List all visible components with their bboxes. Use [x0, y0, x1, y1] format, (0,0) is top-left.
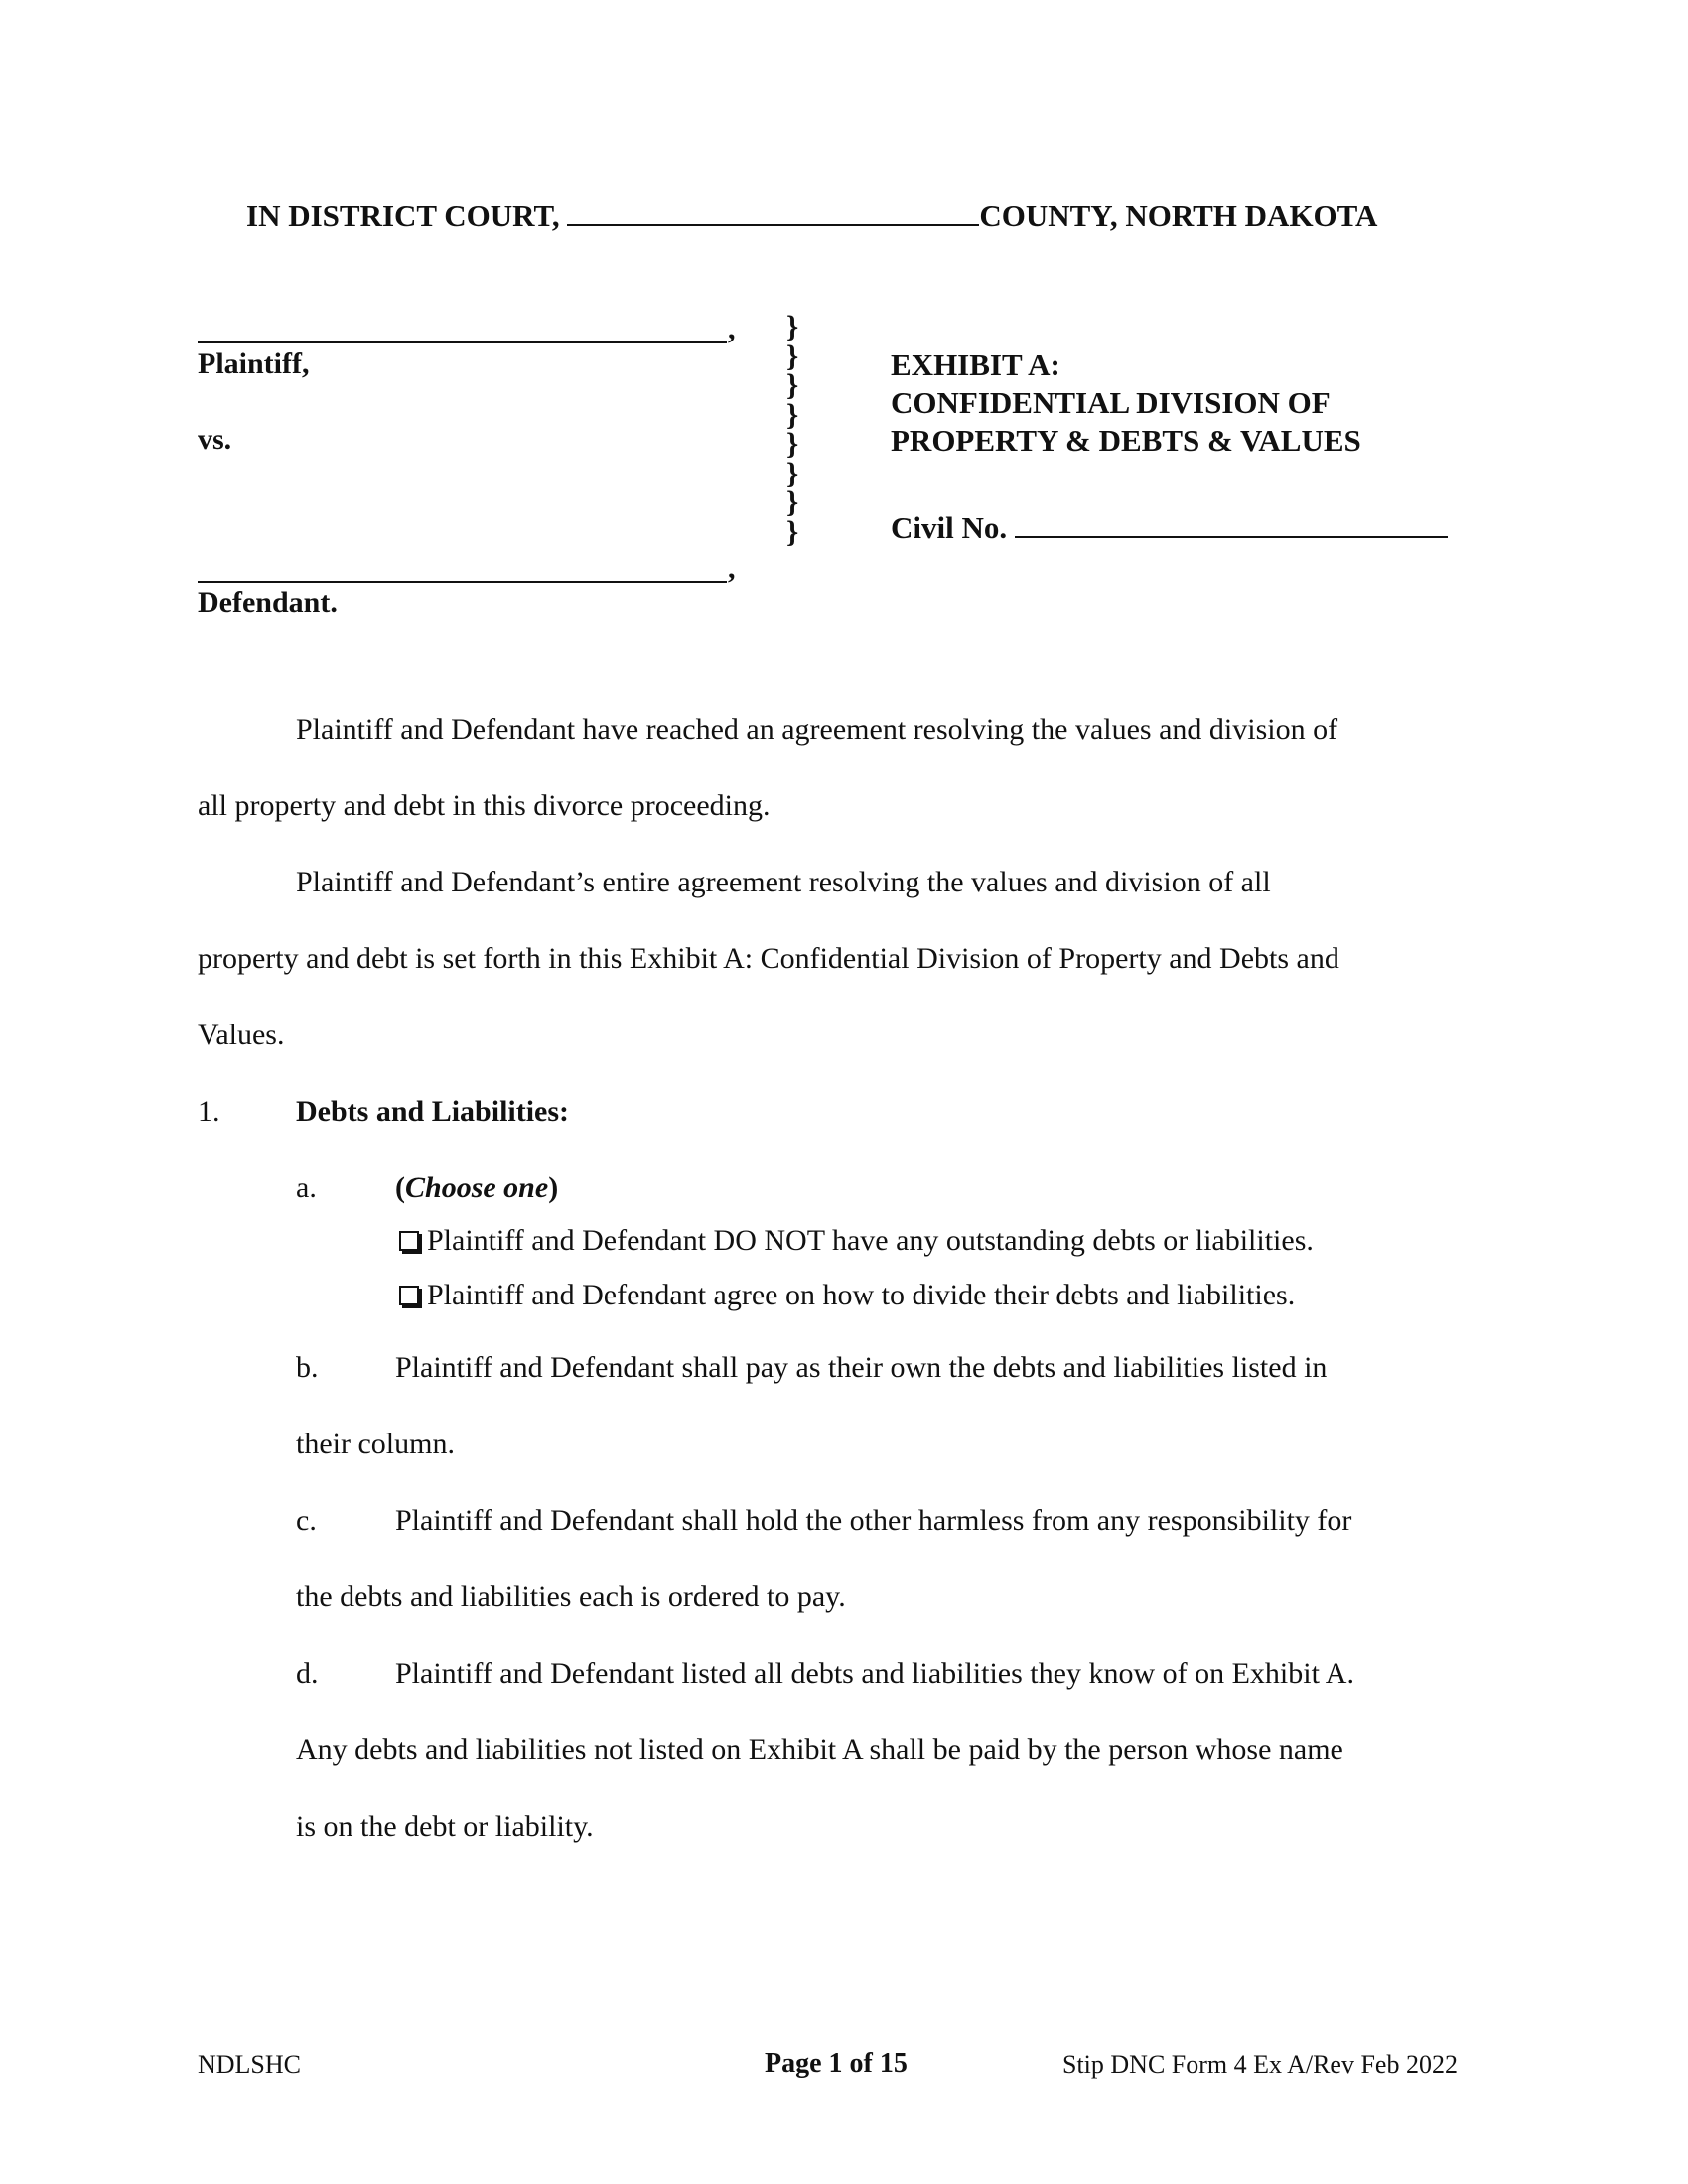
intro-p2-line1: Plaintiff and Defendant’s entire agreement resolving the values and division of all [296, 866, 1271, 898]
footer-left: NDLSHC [198, 2050, 302, 2079]
option-no-debts-text: Plaintiff and Defendant DO NOT have any outstanding debts or liabilities. [427, 1224, 1314, 1257]
plaintiff-label: Plaintiff, [198, 347, 310, 380]
bracket-6: } [786, 455, 799, 490]
intro-p2-line2: property and debt is set forth in this Exhibit A: Confidential Division of Property and Debts and [198, 942, 1339, 975]
court-prefix: IN DISTRICT COURT, [246, 199, 560, 233]
item-a-label: a. [296, 1171, 317, 1204]
page-word: Page [765, 2048, 822, 2079]
defendant-label: Defendant. [198, 586, 338, 618]
footer-right: Stip DNC Form 4 Ex A/Rev Feb 2022 [1062, 2050, 1458, 2079]
bracket-5: } [786, 426, 799, 461]
item-b-line1: Plaintiff and Defendant shall pay as their own the debts and liabilities listed in [395, 1351, 1328, 1384]
item-b-line2: their column. [296, 1428, 455, 1460]
option-agree-divide-text: Plaintiff and Defendant agree on how to divide their debts and liabilities. [427, 1279, 1296, 1311]
page-of: of [849, 2048, 873, 2079]
item-d-line2: Any debts and liabilities not listed on Exhibit A shall be paid by the person whose name [296, 1733, 1343, 1766]
court-suffix: COUNTY, NORTH DAKOTA [979, 199, 1378, 233]
court-header [246, 197, 1377, 234]
choose-one-text: Choose one [405, 1171, 549, 1204]
exhibit-title-line1: EXHIBIT A: [891, 347, 1060, 382]
option-no-debts[interactable] [399, 1224, 1314, 1258]
versus-label: vs. [198, 423, 232, 456]
choose-one-instruction [395, 1171, 558, 1205]
item-c-line2: the debts and liabilities each is ordered to pay. [296, 1580, 846, 1613]
page-total: 15 [879, 2048, 908, 2079]
intro-p2-line3: Values. [198, 1019, 285, 1051]
exhibit-title-line3: PROPERTY & DEBTS & VALUES [891, 423, 1361, 458]
bracket-8: } [786, 513, 799, 549]
civil-number [891, 510, 1448, 546]
intro-p1-line2: all property and debt in this divorce proceeding. [198, 789, 771, 822]
civil-no-field[interactable] [1015, 510, 1448, 538]
exhibit-title-line2: CONFIDENTIAL DIVISION OF [891, 385, 1331, 420]
choose-paren-close: ) [548, 1171, 559, 1204]
bracket-3: } [786, 367, 799, 402]
section-1-title: Debts and Liabilities: [296, 1095, 570, 1128]
checkbox-agree-divide[interactable] [399, 1286, 419, 1305]
civil-no-label: Civil No. [891, 510, 1008, 545]
item-d-label: d. [296, 1657, 319, 1690]
item-c-line1: Plaintiff and Defendant shall hold the other harmless from any responsibility for [395, 1504, 1352, 1537]
choose-paren-open: ( [395, 1171, 405, 1204]
plaintiff-comma: , [728, 313, 736, 345]
caption-brackets [786, 309, 799, 549]
page-current: 1 [828, 2048, 843, 2079]
defendant-name-field[interactable] [198, 551, 727, 583]
defendant-comma: , [728, 552, 736, 585]
county-blank-field[interactable] [567, 197, 979, 226]
bracket-1: } [786, 309, 799, 343]
checkbox-no-debts[interactable] [399, 1231, 419, 1251]
section-1-number: 1. [198, 1095, 220, 1128]
bracket-4: } [786, 396, 799, 432]
item-b-label: b. [296, 1351, 319, 1384]
item-d-line1: Plaintiff and Defendant listed all debts and liabilities they know of on Exhibit A. [395, 1657, 1354, 1690]
item-d-line3: is on the debt or liability. [296, 1810, 594, 1843]
option-agree-divide[interactable] [399, 1279, 1295, 1312]
item-c-label: c. [296, 1504, 317, 1537]
intro-p1-line1: Plaintiff and Defendant have reached an agreement resolving the values and division of [296, 713, 1338, 746]
bracket-7: } [786, 484, 799, 519]
plaintiff-name-field[interactable] [198, 312, 727, 343]
footer-page-number [765, 2048, 908, 2080]
bracket-2: } [786, 338, 799, 373]
